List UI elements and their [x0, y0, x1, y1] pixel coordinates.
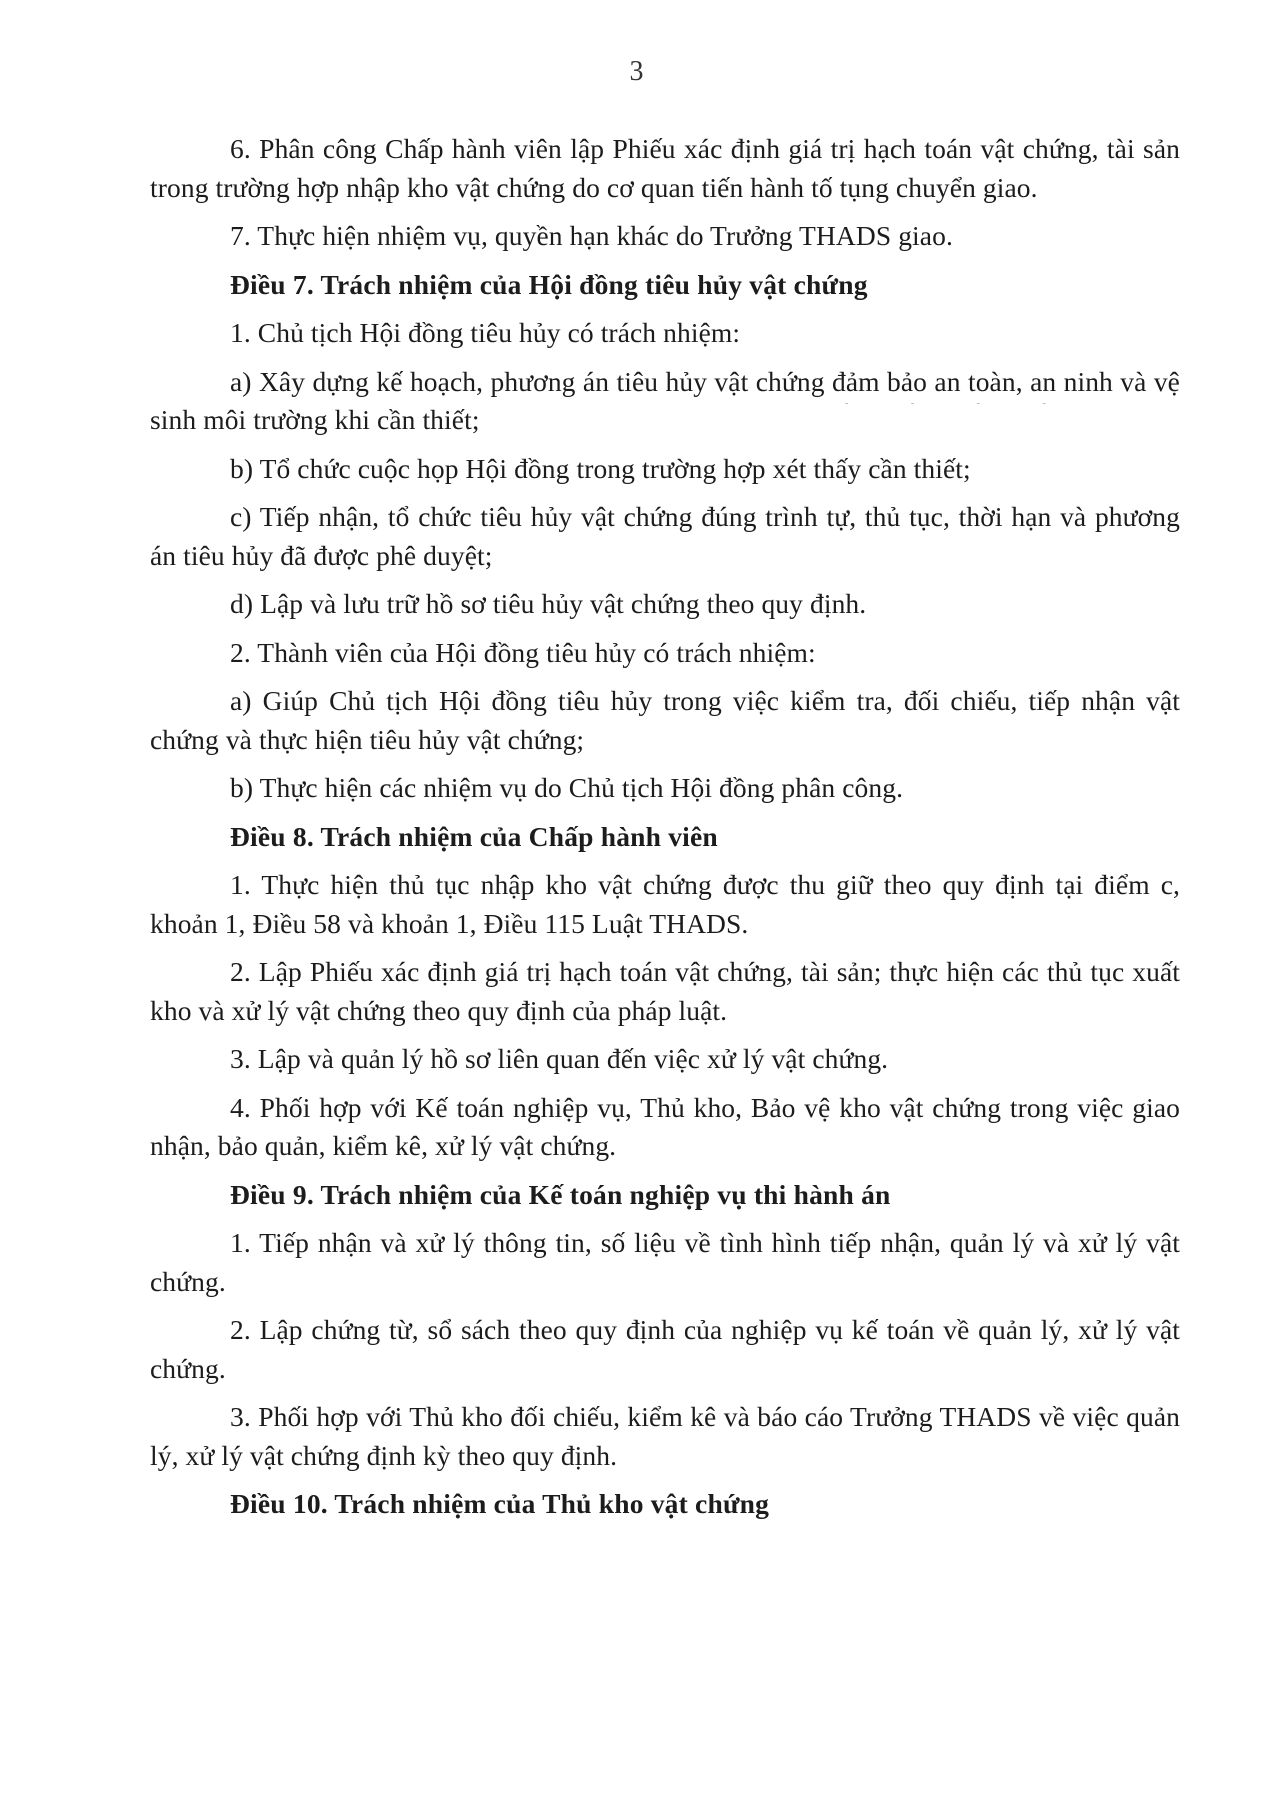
- page-number: 3: [629, 56, 644, 87]
- article-8-clause-4: 4. Phối hợp với Kế toán nghiệp vụ, Thủ kho, Bảo vệ kho vật chứng trong việc giao nhận, bảo quản, kiểm kê, xử lý vật chứng.: [150, 1091, 1180, 1161]
- document-body: [150, 130, 1180, 1534]
- article-7-clause-1b: b) Tổ chức cuộc họp Hội đồng trong trường hợp xét thấy cần thiết;: [230, 452, 971, 484]
- article-10-heading: Điều 10. Trách nhiệm của Thủ kho vật chứng: [230, 1488, 770, 1519]
- article-7-clause-1: 1. Chủ tịch Hội đồng tiêu hủy có trách nhiệm:: [230, 317, 741, 348]
- article-9-heading: Điều 9. Trách nhiệm của Kế toán nghiệp vụ thi hành án: [230, 1178, 891, 1210]
- article-8-clause-1: 1. Thực hiện thủ tục nhập kho vật chứng được thu giữ theo quy định tại điểm c, khoản 1, Điều 58 và khoản 1, Điều 115 Luật THADS.: [150, 869, 1180, 939]
- article-8-clause-2: 2. Lập Phiếu xác định giá trị hạch toán vật chứng, tài sản; thực hiện các thủ tục xuất kho và xử lý vật chứng theo quy định của pháp luật.: [150, 956, 1180, 1026]
- article-7-clause-1d: d) Lập và lưu trữ hồ sơ tiêu hủy vật chứng theo quy định.: [230, 588, 867, 619]
- article-9-clause-2: 2. Lập chứng từ, sổ sách theo quy định của nghiệp vụ kế toán về quản lý, xử lý vật chứng.: [150, 1314, 1180, 1384]
- article-7-heading: Điều 7. Trách nhiệm của Hội đồng tiêu hủy vật chứng: [230, 268, 868, 300]
- article-7-clause-1a: a) Xây dựng kế hoạch, phương án tiêu hủy vật chứng đảm bảo an toàn, an ninh và vệ sinh môi trường khi cần thiết;: [150, 365, 1180, 435]
- article-7-clause-2b: b) Thực hiện các nhiệm vụ do Chủ tịch Hội đồng phân công.: [230, 772, 904, 803]
- article-8-heading: Điều 8. Trách nhiệm của Chấp hành viên: [230, 820, 718, 852]
- scan-artifact: ‐ ‐ ‐ ‐: [845, 398, 1076, 409]
- clause-6: 6. Phân công Chấp hành viên lập Phiếu xác định giá trị hạch toán vật chứng, tài sản trong trường hợp nhập kho vật chứng do cơ quan tiến hành tố tụng chuyển giao.: [150, 133, 1180, 203]
- article-9-clause-3: 3. Phối hợp với Thủ kho đối chiếu, kiểm kê và báo cáo Trưởng THADS về việc quản lý, xử lý vật chứng định kỳ theo quy định.: [150, 1401, 1180, 1471]
- article-7-clause-2: 2. Thành viên của Hội đồng tiêu hủy có trách nhiệm:: [230, 636, 816, 668]
- article-7-clause-2a: a) Giúp Chủ tịch Hội đồng tiêu hủy trong việc kiểm tra, đối chiếu, tiếp nhận vật chứng và thực hiện tiêu hủy vật chứng;: [150, 685, 1180, 755]
- article-8-clause-3: 3. Lập và quản lý hồ sơ liên quan đến việc xử lý vật chứng.: [230, 1043, 889, 1074]
- article-7-clause-1c: c) Tiếp nhận, tổ chức tiêu hủy vật chứng đúng trình tự, thủ tục, thời hạn và phương án tiêu hủy đã được phê duyệt;: [150, 501, 1180, 571]
- clause-7: 7. Thực hiện nhiệm vụ, quyền hạn khác do Trưởng THADS giao.: [230, 220, 953, 251]
- article-9-clause-1: 1. Tiếp nhận và xử lý thông tin, số liệu về tình hình tiếp nhận, quản lý và xử lý vật chứng.: [150, 1227, 1180, 1297]
